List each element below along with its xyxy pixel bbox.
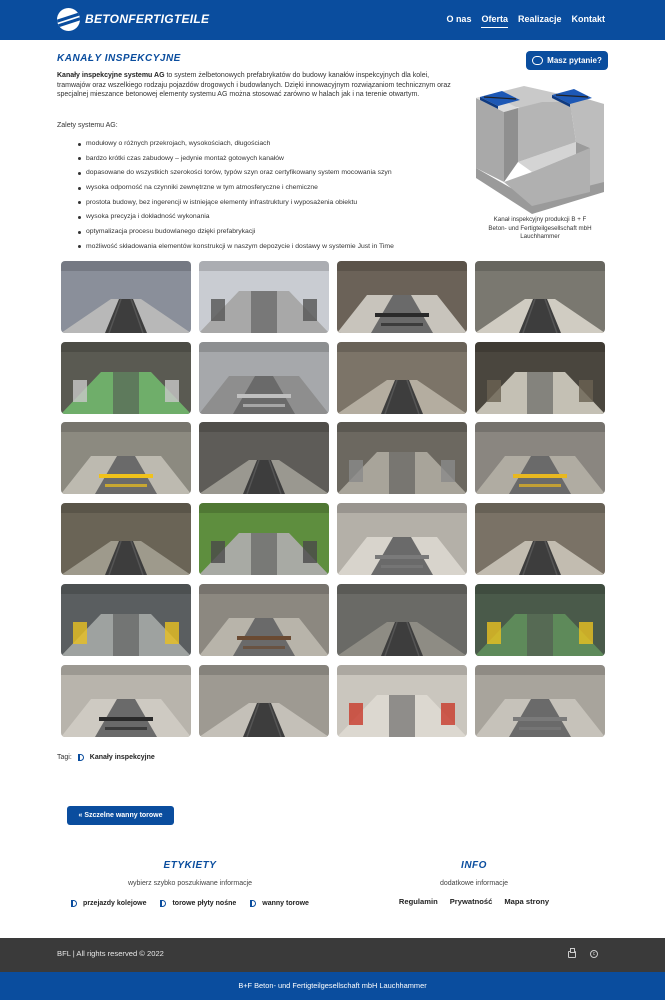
copyright-icon[interactable]: c (590, 950, 598, 958)
gallery-photo[interactable] (475, 261, 605, 333)
intro-paragraph (57, 71, 457, 100)
gallery-photo[interactable] (475, 503, 605, 575)
gallery-photo[interactable] (61, 584, 191, 656)
labels-list (57, 900, 323, 907)
regulamin-link[interactable]: Regulamin (398, 897, 438, 906)
tag-icon (71, 900, 77, 907)
photo-image (61, 261, 191, 333)
label-link[interactable] (160, 900, 236, 907)
photo-image (337, 584, 467, 656)
nav-item-realizacje[interactable]: Realizacje (517, 14, 562, 24)
labels-subtitle: wybierz szybko poszukiwane informacje (127, 880, 253, 887)
photo-image (199, 584, 329, 656)
nav-item-kontakt[interactable]: Kontakt (571, 14, 605, 24)
copyright-text: BFL | All rights reserved © 2022 (57, 949, 164, 958)
info-links (368, 897, 580, 906)
gallery-photo[interactable] (337, 665, 467, 737)
gallery-photo[interactable] (337, 584, 467, 656)
gallery-photo[interactable] (199, 584, 329, 656)
tag-icon (78, 754, 84, 761)
labels-title: ETYKIETY (163, 860, 217, 871)
photo-image (337, 342, 467, 414)
photo-image (337, 422, 467, 494)
feature-item: modułowy o różnych przekrojach, wysokościach, długościach (78, 140, 394, 155)
gallery-photo[interactable] (475, 665, 605, 737)
feature-item: dopasowane do wszystkich szerokości torów, typów szyn oraz certyfikowany system mocowania szyn (78, 169, 394, 184)
photo-image (199, 503, 329, 575)
gallery-photo[interactable] (199, 503, 329, 575)
gallery-photo[interactable] (337, 261, 467, 333)
product-image[interactable] (472, 82, 608, 222)
gallery-photo[interactable] (61, 503, 191, 575)
tags-label: Tagi: (57, 754, 72, 761)
company-bar: B+F Beton- und Fertigteilgesellschaft mbH Lauchhammer (0, 972, 665, 1000)
nav-item-o-nas[interactable]: O nas (446, 14, 472, 24)
gallery-photo[interactable] (337, 422, 467, 494)
gallery-photo[interactable] (199, 342, 329, 414)
photo-image (337, 503, 467, 575)
feature-item: optymalizacja procesu budowlanego dzięki prefabrykacji (78, 228, 394, 243)
photo-image (475, 584, 605, 656)
info-title: INFO (461, 860, 487, 871)
label-link[interactable] (71, 900, 146, 907)
ask-question-button[interactable] (526, 51, 608, 70)
intro-bold: Kanały inspekcyjne systemu AG (57, 72, 165, 79)
photo-image (199, 665, 329, 737)
product-image-caption (472, 216, 608, 242)
label-text: wanny torowe (262, 900, 309, 907)
top-navigation-bar (0, 0, 665, 40)
feature-item: wysoka precyzja i dokładność wykonania (78, 213, 394, 228)
photo-image (475, 422, 605, 494)
photo-image (199, 261, 329, 333)
feature-item: prostota budowy, bez ingerencji w istniejące elementy infrastruktury i wyposażenia obiektu (78, 199, 394, 214)
photo-image (475, 665, 605, 737)
nav-item-oferta[interactable]: Oferta (481, 14, 508, 28)
photo-image (61, 584, 191, 656)
intro-text: to system żelbetonowych prefabrykatów do budowy kanałów inspekcyjnych dla kolei, tramwajów oraz wszelkiego rodzaju pojazdów drogowych i budowlanych. Dzięki innowacyjnym rozwiązaniom technicznym oraz specjalnej mieszance betonowej elementy systemu AG można stosować zarówno w halach jak i na terenie otwartym. (57, 72, 451, 99)
privacy-link[interactable]: Prywatność (449, 897, 493, 906)
caption-line: Kanał inspekcyjny produkcji B + F (493, 216, 587, 223)
gallery-photo[interactable] (475, 342, 605, 414)
gallery-photo[interactable] (61, 342, 191, 414)
footer-labels-section (57, 860, 323, 907)
label-link[interactable] (250, 900, 309, 907)
photo-image (475, 503, 605, 575)
gallery-photo[interactable] (337, 503, 467, 575)
feature-item: bardzo krótki czas zabudowy – jedynie montaż gotowych kanałów (78, 155, 394, 170)
gallery-photo[interactable] (199, 422, 329, 494)
photo-image (337, 261, 467, 333)
tag-icon (250, 900, 256, 907)
ask-question-label: Masz pytanie? (547, 56, 602, 65)
page-title: KANAŁY INSPEKCYJNE (57, 53, 181, 64)
photo-image (475, 342, 605, 414)
logo-text: BETONFERTIGTEILE (85, 12, 210, 26)
tag-link[interactable]: Kanały inspekcyjne (89, 754, 155, 761)
gallery-photo[interactable] (61, 665, 191, 737)
photo-image (199, 342, 329, 414)
gallery-photo[interactable] (199, 261, 329, 333)
advantages-title: Zalety systemu AG: (57, 122, 118, 129)
site-logo[interactable] (57, 7, 209, 31)
photo-image (337, 665, 467, 737)
tag-icon (160, 900, 166, 907)
photo-image (475, 261, 605, 333)
photo-image (61, 422, 191, 494)
tags-row (57, 754, 155, 761)
info-subtitle: dodatkowe informacje (439, 880, 509, 887)
gallery-photo[interactable] (475, 422, 605, 494)
photo-image (61, 665, 191, 737)
footer-info-section (368, 860, 580, 906)
photo-image (199, 422, 329, 494)
caption-line: Beton- und Fertigteilgesellschaft mbH (488, 224, 592, 232)
inspection-channel-illustration (472, 82, 608, 222)
gallery-photo[interactable] (475, 584, 605, 656)
caption-line: Lauchhammer (520, 233, 560, 240)
feature-item: możliwość składowania elementów konstrukcji w naszym depozycie i dostawy w systemie Just in Time (78, 243, 394, 258)
label-text: torowe płyty nośne (172, 900, 237, 907)
photo-image (61, 342, 191, 414)
feature-item: wysoka odporność na czynniki zewnętrzne w tym atmosferyczne i chemiczne (78, 184, 394, 199)
gallery-photo[interactable] (199, 665, 329, 737)
print-icon[interactable] (568, 951, 576, 958)
previous-post-button[interactable]: « Szczelne wanny torowe (67, 806, 174, 825)
gallery-photo[interactable] (61, 422, 191, 494)
photo-image (61, 503, 191, 575)
logo-icon (57, 8, 80, 31)
sitemap-link[interactable]: Mapa strony (504, 897, 550, 906)
gallery-photo[interactable] (61, 261, 191, 333)
main-nav (446, 14, 605, 28)
features-list (78, 140, 394, 258)
gallery-photo[interactable] (337, 342, 467, 414)
label-text: przejazdy kolejowe (83, 900, 147, 907)
chat-bubble-icon (532, 56, 543, 65)
